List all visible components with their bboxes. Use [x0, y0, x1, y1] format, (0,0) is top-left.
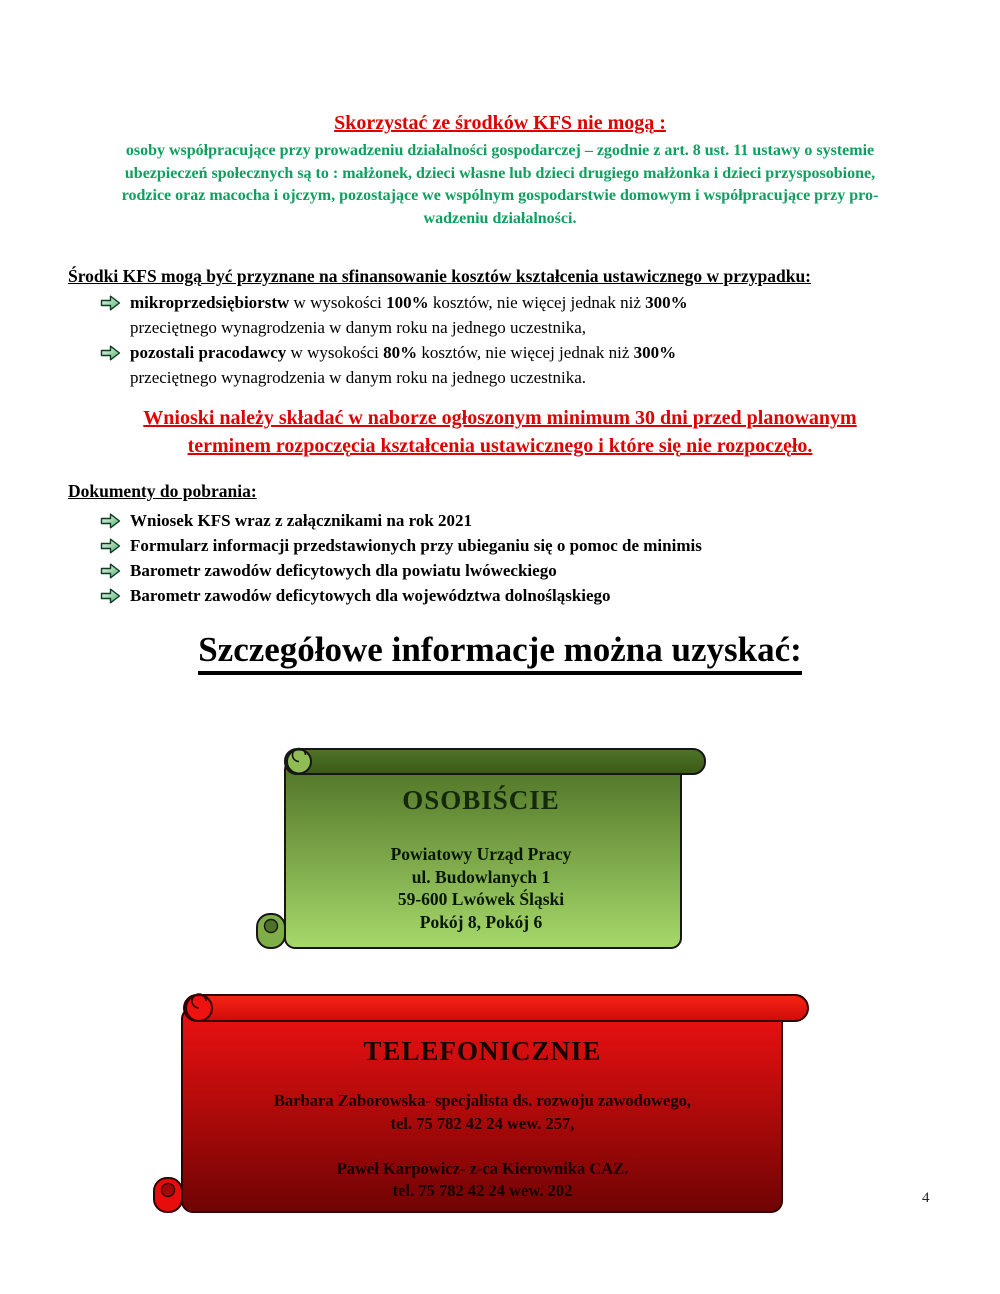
- details-heading-text: Szczegółowe informacje można uzyskać:: [198, 630, 802, 675]
- notice-line: terminem rozpoczęcia kształcenia ustawicznego i które się nie rozpoczęło.: [187, 435, 813, 457]
- funding-item-lead: mikroprzedsiębiorstw: [130, 293, 290, 312]
- funding-item-text: [130, 290, 860, 340]
- contact-line: tel. 75 782 42 24 wew. 202: [392, 1181, 573, 1200]
- contact-line: [150, 1135, 815, 1158]
- arrow-right-icon: [100, 588, 121, 604]
- funding-item: [100, 340, 860, 390]
- by-phone-contacts: [150, 1090, 815, 1203]
- funding-item-lead: pozostali pracodawcy: [130, 343, 287, 362]
- download-item: [100, 508, 472, 533]
- details-heading: [0, 630, 1000, 675]
- in-person-address: [252, 843, 710, 933]
- funding-item-pct: 100%: [386, 293, 429, 312]
- download-item: [100, 533, 702, 558]
- funding-item-text: [130, 340, 860, 390]
- download-item-label: Wniosek KFS wraz z załącznikami na rok 2021: [130, 511, 473, 530]
- download-item: [100, 583, 611, 608]
- contact-line: Barbara Zaborowska- specjalista ds. rozwoju zawodowego,: [274, 1091, 691, 1110]
- funding-item-pct: 300%: [633, 343, 677, 362]
- contact-line: tel. 75 782 42 24 wew. 257,: [390, 1113, 575, 1133]
- contact-line: Paweł Karpowicz- z-ca Kierownika CAZ.: [336, 1158, 629, 1178]
- funding-item-pct: 300%: [645, 293, 688, 312]
- arrow-right-icon: [100, 538, 121, 554]
- in-person-title: OSOBIŚCIE: [402, 785, 560, 815]
- arrow-right-icon: [100, 295, 121, 311]
- arrow-right-icon: [100, 513, 121, 529]
- intro-line: rodzice oraz macocha i ojczym, pozostające we wspólnym gospodarstwie domowym i współpracujące przy pro-: [121, 187, 879, 204]
- intro-title: Skorzystać ze środków KFS nie mogą :: [334, 112, 666, 134]
- address-line: 59-600 Lwówek Śląski: [397, 889, 565, 909]
- by-phone-title: TELEFONICZNIE: [363, 1036, 602, 1066]
- funding-item-line2: przeciętnego wynagrodzenia w danym roku na jednego uczestnika,: [130, 318, 586, 337]
- funding-heading: Środki KFS mogą być przyznane na sfinansowanie kosztów kształcenia ustawicznego w przypadku:: [68, 266, 811, 286]
- download-item-label: Formularz informacji przedstawionych przy ubieganiu się o pomoc de minimis: [130, 536, 702, 555]
- address-line: Pokój 8, Pokój 6: [419, 911, 543, 932]
- funding-item-mid: kosztów, nie więcej jednak niż: [417, 343, 634, 362]
- intro-line: ubezpieczeń społecznych są to : małżonek, dzieci własne lub dzieci drugiego małżonka i dzieci przysposobione,: [124, 164, 876, 182]
- address-line: Powiatowy Urząd Pracy: [390, 844, 572, 864]
- intro-line: wadzeniu działalności.: [423, 209, 577, 227]
- download-item-label: Barometr zawodów deficytowych dla województwa dolnośląskiego: [130, 586, 611, 605]
- funding-item-mid: w wysokości: [286, 343, 384, 362]
- funding-item-pct: 80%: [383, 343, 418, 362]
- intro-paragraph: [0, 141, 1000, 231]
- funding-item: [100, 290, 860, 340]
- arrow-right-icon: [100, 563, 121, 579]
- download-item-label: Barometr zawodów deficytowych dla powiatu lwóweckiego: [130, 561, 557, 580]
- scroll-top-roll: [184, 995, 808, 1021]
- scroll-top-roll: [285, 749, 705, 774]
- notice-line: Wnioski należy składać w naborze ogłoszonym minimum 30 dni przed planowanym: [143, 407, 857, 429]
- address-line: ul. Budowlanych 1: [411, 866, 551, 887]
- arrow-right-icon: [100, 345, 121, 361]
- funding-item-line2: przeciętnego wynagrodzenia w danym roku na jednego uczestnika.: [130, 368, 586, 387]
- page-number: 4: [922, 1190, 930, 1206]
- funding-item-mid: kosztów, nie więcej jednak niż: [428, 293, 646, 312]
- intro-line: osoby współpracujące przy prowadzeniu działalności gospodarczej – zgodnie z art. 8 ust. 11 ustawy o systemie: [125, 142, 875, 159]
- deadline-notice: [0, 404, 1000, 460]
- funding-item-mid: w wysokości: [289, 293, 387, 312]
- downloads-heading: Dokumenty do pobrania:: [68, 481, 257, 501]
- download-item: [100, 558, 557, 583]
